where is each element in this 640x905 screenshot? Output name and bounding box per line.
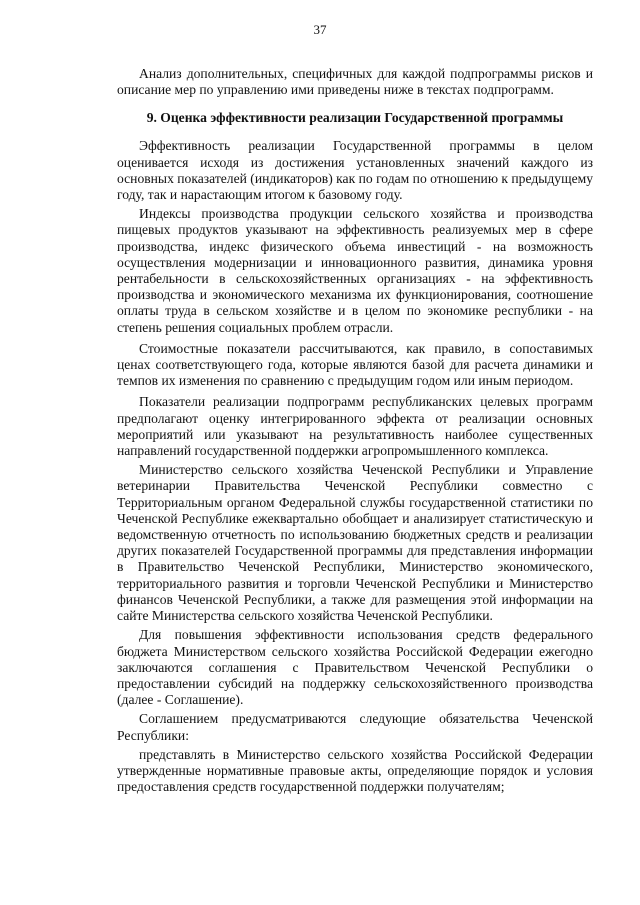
section-heading: 9. Оценка эффективности реализации Государственной программы <box>146 110 564 126</box>
paragraph-7: Соглашением предусматриваются следующие обязательства Чеченской Республики: <box>117 711 593 743</box>
page-number: 37 <box>313 22 327 37</box>
paragraph-1: Эффективность реализации Государственной программы в целом оценивается исходя из достижения установленных значений каждого из основных показателей (индикаторов) как по годам по отношению к предыдущему году, так и нарастающим итогом к базовому году. <box>117 138 593 203</box>
intro-paragraph: Анализ дополнительных, специфичных для каждой подпрограммы рисков и описание мер по управлению ими приведены ниже в текстах подпрограмм. <box>117 66 593 98</box>
paragraph-4: Показатели реализации подпрограмм республиканских целевых программ предполагают оценку интегрированного эффекта от реализации основных мероприятий или указывают на результативность наиболее существенных направлений государственной поддержки агропромышленного комплекса. <box>117 394 593 459</box>
paragraph-5: Министерство сельского хозяйства Чеченской Республики и Управление ветеринарии Правительства Чеченской Республики совместно с Территориальным органом Федеральной службы государственной статистики по Чеченской Республике ежеквартально обобщает и анализирует статистическую и ведомственную отчетность по использованию бюджетных средств и реализации других показателей Государственной программы для представления информации в Правительство Чеченской Республики, Министерство экономического, территориального развития и торговли Чеченской Республики и Министерство финансов Чеченской Республики, а также для размещения этой информации на сайте Министерства сельского хозяйства Чеченской Республики. <box>117 462 593 624</box>
paragraph-6: Для повышения эффективности использования средств федерального бюджета Министерством сельского хозяйства Российской Федерации ежегодно заключаются соглашения с Правительством Чеченской Республики о предоставлении субсидий на поддержку сельскохозяйственного производства (далее - Соглашение). <box>117 627 593 708</box>
paragraph-3: Стоимостные показатели рассчитываются, как правило, в сопоставимых ценах соответствующего года, которые являются базой для расчета динамики и темпов их изменения по сравнению с предыдущим годом или иным периодом. <box>117 340 593 389</box>
paragraph-8: представлять в Министерство сельского хозяйства Российской Федерации утвержденные нормативные правовые акты, определяющие порядок и условия предоставления средств государственной поддержки получателям; <box>117 746 593 795</box>
paragraph-2: Индексы производства продукции сельского хозяйства и производства пищевых продуктов указывают на эффективность реализуемых мер в сфере производства, индекс физического объема инвестиций - на возможность осуществления модернизации и инновационного развития, динамика уровня рентабельности в сельскохозяйственных организациях - на эффективность производства и экономического механизма их функционирования, соотношение оплаты труда в сельском хозяйстве и в целом по экономике республики - на степень решения социальных проблем отрасли. <box>117 206 593 335</box>
page-content <box>117 66 593 795</box>
